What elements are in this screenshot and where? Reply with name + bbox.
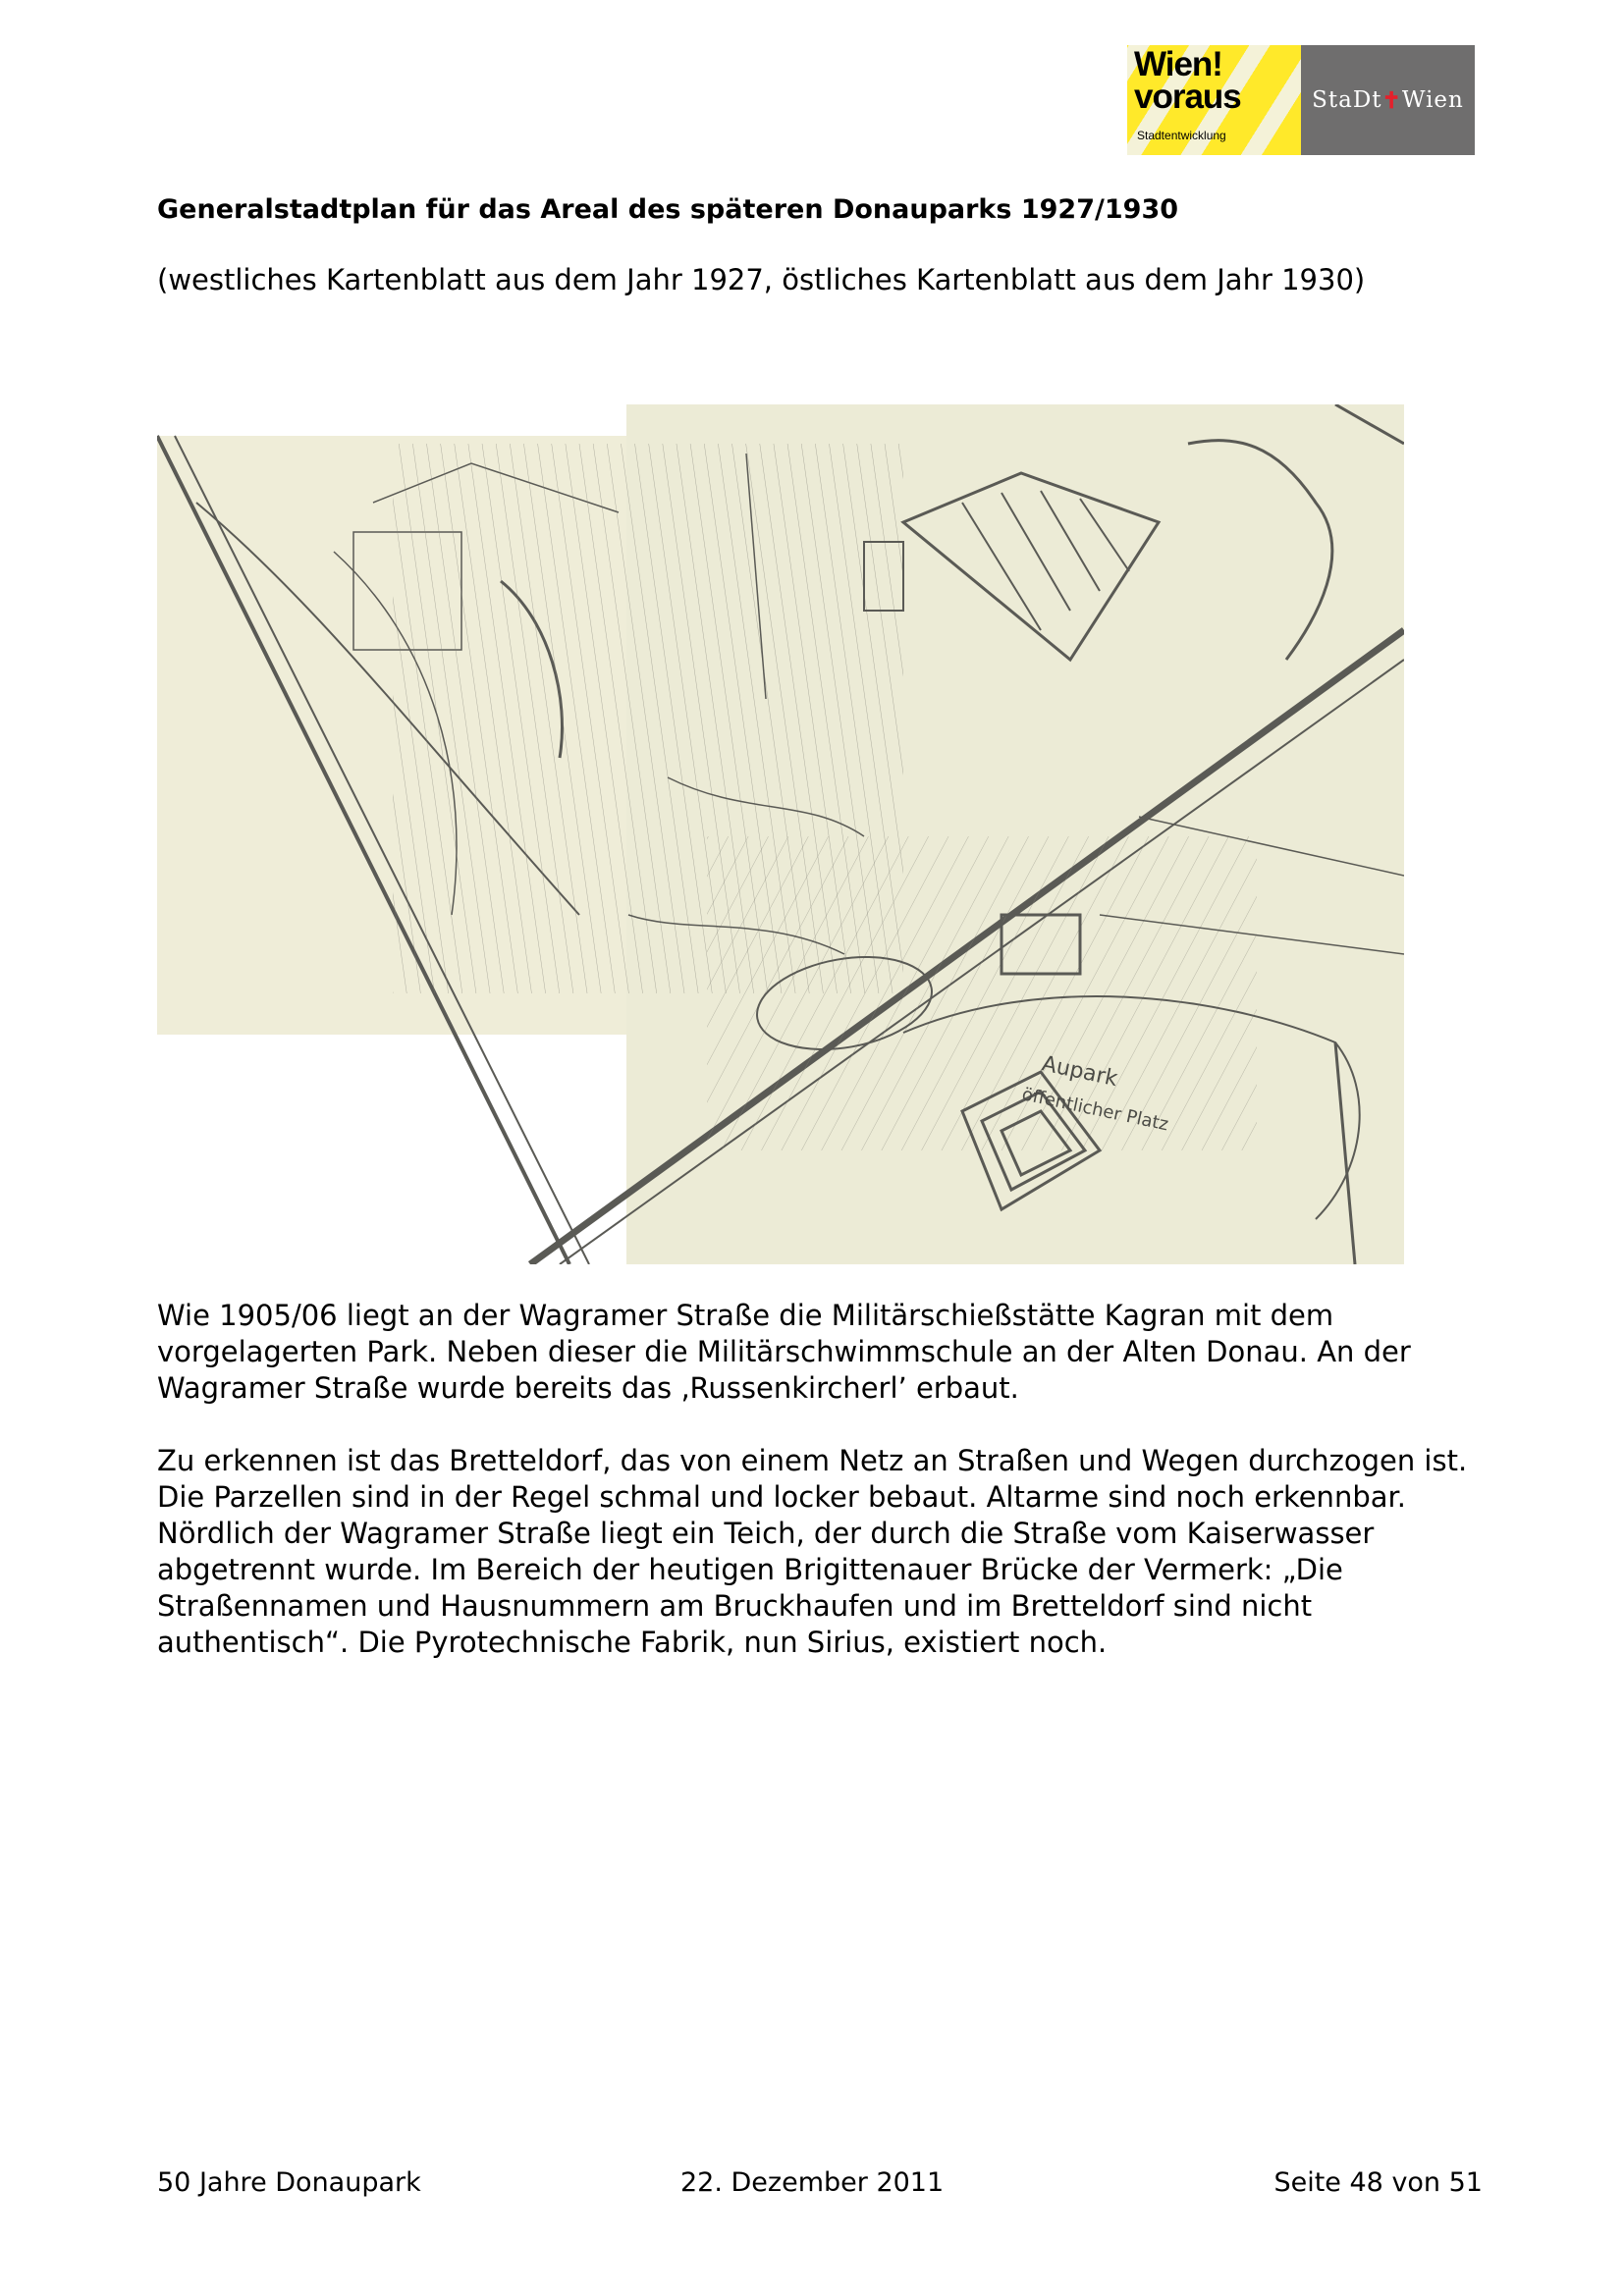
wien-voraus-brand <box>1127 45 1301 155</box>
map-label-platz: öffentlicher Platz <box>1019 1084 1170 1136</box>
footer-left: 50 Jahre Donaupark <box>157 2167 421 2198</box>
logo-city-part2: Wien <box>1401 87 1464 113</box>
stadt-wien-brand <box>1301 45 1475 155</box>
logo-brand-sub: Stadtentwicklung <box>1137 129 1226 142</box>
page-subtitle: (westliches Kartenblatt aus dem Jahr 1927, östliches Kartenblatt aus dem Jahr 1930) <box>157 263 1366 296</box>
logo-city-part1: StaDt <box>1312 87 1382 113</box>
cross-icon: ✝ <box>1381 86 1402 114</box>
wien-voraus-logo <box>1127 45 1475 155</box>
footer-center: 22. Dezember 2011 <box>680 2167 945 2198</box>
historic-map-image <box>157 404 1404 1264</box>
paragraph-2: Zu erkennen ist das Bretteldorf, das von einem Netz an Straßen und Wegen durchzogen ist. Die Parzellen sind in der Regel schmal und locker bebaut. Altarme sind noch erkennbar. Nördlich der Wagramer Straße liegt ein Teich, der durch die Straße vom Kaiserwasser abgetrennt wurde. Im Bereich der heutigen Brigittenauer Brücke der Vermerk: „Die Straßennamen und Hausnummern am Bruckhaufen und im Bretteldorf sind nicht authentisch“. Die Pyrotechnische Fabrik, nun Sirius, existiert noch. <box>157 1444 1468 1659</box>
map-label-aupark: Aupark <box>1039 1051 1120 1093</box>
footer-page-number: Seite 48 von 51 <box>1273 2167 1483 2198</box>
paragraph-1: Wie 1905/06 liegt an der Wagramer Straße die Militärschießstätte Kagran mit dem vorgelagerten Park. Neben dieser die Militärschwimmschule an der Alten Donau. An der Wagramer Straße wurde bereits das ‚Russenkircherl’ erbaut. <box>157 1299 1411 1405</box>
logo-brand-line1: Wien! <box>1134 45 1222 83</box>
logo-brand-line2: voraus <box>1134 78 1241 116</box>
page-title: Generalstadtplan für das Areal des späteren Donauparks 1927/1930 <box>157 194 1179 225</box>
